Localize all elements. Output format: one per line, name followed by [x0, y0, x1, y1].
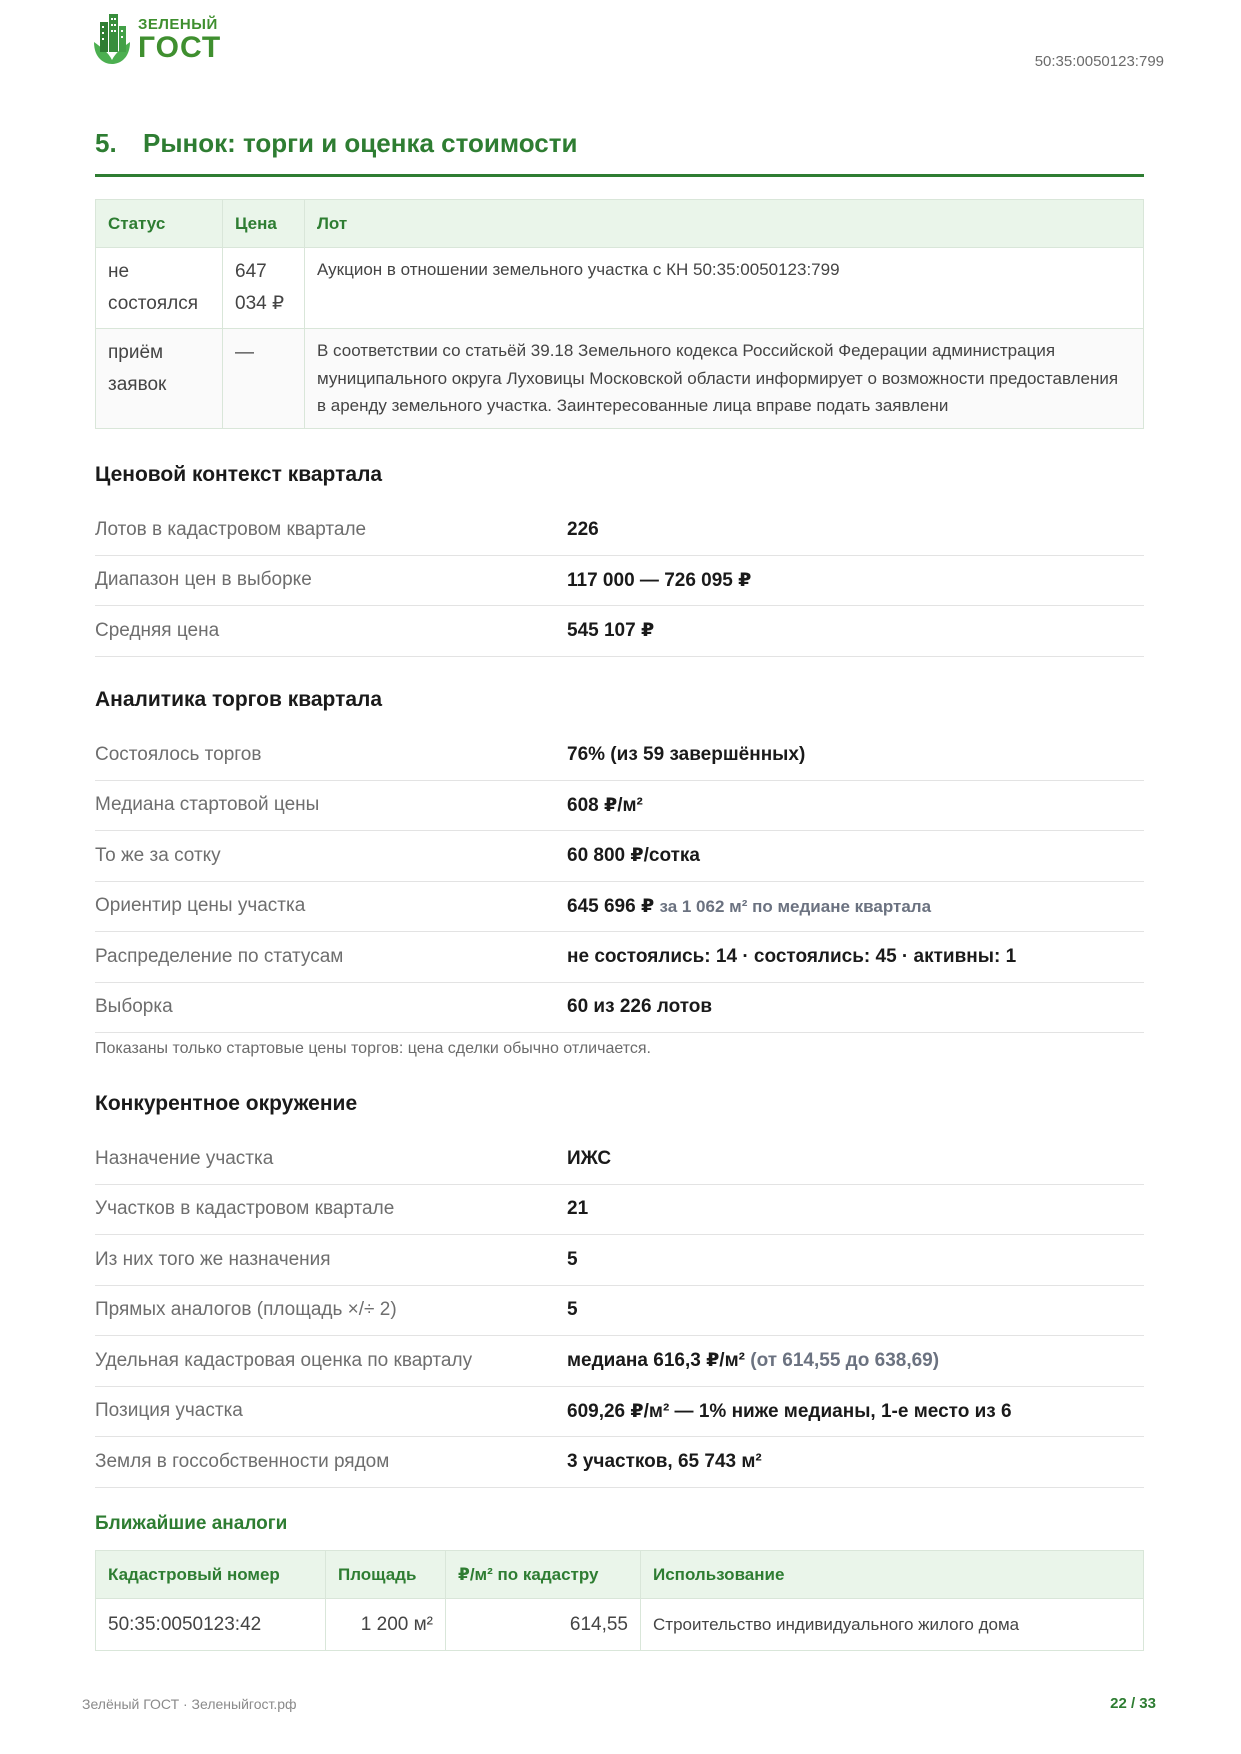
analogs-table-header: [96, 1551, 1144, 1599]
row-value: не состоялись: 14 · состоялись: 45 · активны: 1: [567, 945, 1017, 967]
row-value: ИЖС: [567, 1147, 612, 1169]
row-label: Состоялось торгов: [95, 743, 262, 765]
row-label: Диапазон цен в выборке: [95, 569, 312, 591]
row-value-main: 645 696 ₽: [567, 895, 655, 917]
table-row: [96, 248, 1144, 329]
lot-status: приём заявок: [96, 329, 223, 429]
auction-footnote: Показаны только стартовые цены торгов: цена сделки обычно отличается.: [95, 1040, 651, 1057]
row-value: 60 800 ₽/сотка: [567, 845, 700, 867]
section-number: 5.: [95, 128, 117, 158]
lot-description: [305, 329, 1144, 429]
row-label: Из них того же назначения: [95, 1248, 331, 1270]
column-header-price-per-m2: ₽/м² по кадастру: [446, 1551, 641, 1599]
column-header-price: Цена: [223, 200, 305, 248]
row-value: 117 000 — 726 095 ₽: [567, 569, 752, 591]
row-label: Назначение участка: [95, 1147, 274, 1169]
column-header-status: Статус: [96, 200, 223, 248]
analogs-table: [95, 1550, 1144, 1651]
row-value: 609,26 ₽/м² — 1% ниже медианы, 1-е место из 6: [567, 1400, 1012, 1422]
list-item: [95, 932, 1144, 983]
list-item: [95, 983, 1144, 1034]
list-item: [95, 1185, 1144, 1236]
footer-brand: Зелёный ГОСТ · Зеленыйгост.рф: [82, 1696, 297, 1712]
column-header-cadastral: Кадастровый номер: [96, 1551, 326, 1599]
row-label: Ориентир цены участка: [95, 895, 306, 917]
competition-list: [95, 1134, 1144, 1488]
lots-table-header: [96, 200, 1144, 248]
row-value: 3 участков, 65 743 м²: [567, 1450, 762, 1472]
row-value: 76% (из 59 завершённых): [567, 743, 806, 765]
row-value-note: за 1 062 м² по медиане квартала: [659, 896, 932, 916]
header-cadastral-number: 50:35:0050123:799: [1034, 53, 1164, 70]
row-label: Удельная кадастровая оценка по кварталу: [95, 1349, 473, 1371]
column-header-use: Использование: [641, 1551, 1144, 1599]
analog-cadastral: 50:35:0050123:42: [96, 1599, 326, 1651]
row-label: Выборка: [95, 996, 173, 1018]
row-label: Земля в госсобственности рядом: [95, 1450, 390, 1472]
section-title-text: Рынок: торги и оценка стоимости: [143, 128, 578, 158]
row-value: 226: [567, 518, 599, 540]
row-label: Медиана стартовой цены: [95, 794, 320, 816]
lot-price: —: [223, 329, 305, 429]
column-header-area: Площадь: [326, 1551, 446, 1599]
list-item: [95, 505, 1144, 556]
row-value: 60 из 226 лотов: [567, 996, 713, 1018]
section-title: [95, 128, 1144, 159]
list-item: [95, 1336, 1144, 1387]
list-item: [95, 882, 1144, 933]
analog-area: 1 200 м²: [326, 1599, 446, 1651]
lot-price: 647 034 ₽: [223, 248, 305, 329]
competition-heading: Конкурентное окружение: [95, 1092, 358, 1115]
row-label: Позиция участка: [95, 1400, 243, 1422]
analog-use: Строительство индивидуального жилого дома: [641, 1599, 1144, 1651]
analogs-heading: Ближайшие аналоги: [95, 1513, 288, 1534]
analog-price-per-m2: 614,55: [446, 1599, 641, 1651]
row-value: 545 107 ₽: [567, 620, 655, 642]
logo-text-bottom: ГОСТ: [138, 31, 222, 64]
list-item: [95, 1286, 1144, 1337]
price-context-list: [95, 505, 1144, 657]
row-value-main: медиана 616,3 ₽/м²: [567, 1350, 745, 1372]
list-item: [95, 1134, 1144, 1185]
row-value: [567, 1349, 1144, 1372]
section-divider: [95, 174, 1144, 177]
building-leaf-icon: [90, 12, 134, 66]
list-item: [95, 606, 1144, 657]
list-item: [95, 781, 1144, 832]
row-value: 21: [567, 1198, 589, 1220]
list-item: [95, 1437, 1144, 1488]
table-row: [96, 1599, 1144, 1651]
list-item: [95, 1235, 1144, 1286]
row-value-note: (от 614,55 до 638,69): [750, 1350, 940, 1372]
lot-description: Аукцион в отношении земельного участка с КН 50:35:0050123:799: [305, 248, 1144, 329]
row-label: Средняя цена: [95, 619, 220, 641]
table-row: [96, 329, 1144, 429]
row-label: Лотов в кадастровом квартале: [95, 518, 367, 540]
lot-status: не состоялся: [96, 248, 223, 329]
row-label: Прямых аналогов (площадь ×/÷ 2): [95, 1299, 397, 1321]
logo-text-top: ЗЕЛЕНЫЙ: [138, 16, 218, 33]
price-context-heading: Ценовой контекст квартала: [95, 463, 383, 486]
row-label: Участков в кадастровом квартале: [95, 1198, 395, 1220]
row-label: То же за сотку: [95, 844, 221, 866]
row-value: [567, 895, 1144, 918]
row-value: 5: [567, 1299, 578, 1321]
auction-analytics-list: [95, 730, 1144, 1033]
row-value: 5: [567, 1248, 578, 1270]
page-number: 22 / 33: [1110, 1695, 1156, 1712]
row-label: Распределение по статусам: [95, 945, 344, 967]
list-item: [95, 831, 1144, 882]
list-item: [95, 730, 1144, 781]
lots-table: [95, 199, 1144, 429]
auction-analytics-heading: Аналитика торгов квартала: [95, 688, 383, 711]
logo: [90, 12, 222, 66]
column-header-lot: Лот: [305, 200, 1144, 248]
lot-description-text: В соответствии со статьёй 39.18 Земельного кодекса Российской Федерации администрация муниципального округа Луховицы Московской области информирует о возможности предоставления в аренду земельного участка. Заинтересованные лица вправе подать заявлени: [317, 341, 1119, 415]
list-item: [95, 1387, 1144, 1438]
row-value: 608 ₽/м²: [567, 794, 643, 816]
list-item: [95, 556, 1144, 607]
